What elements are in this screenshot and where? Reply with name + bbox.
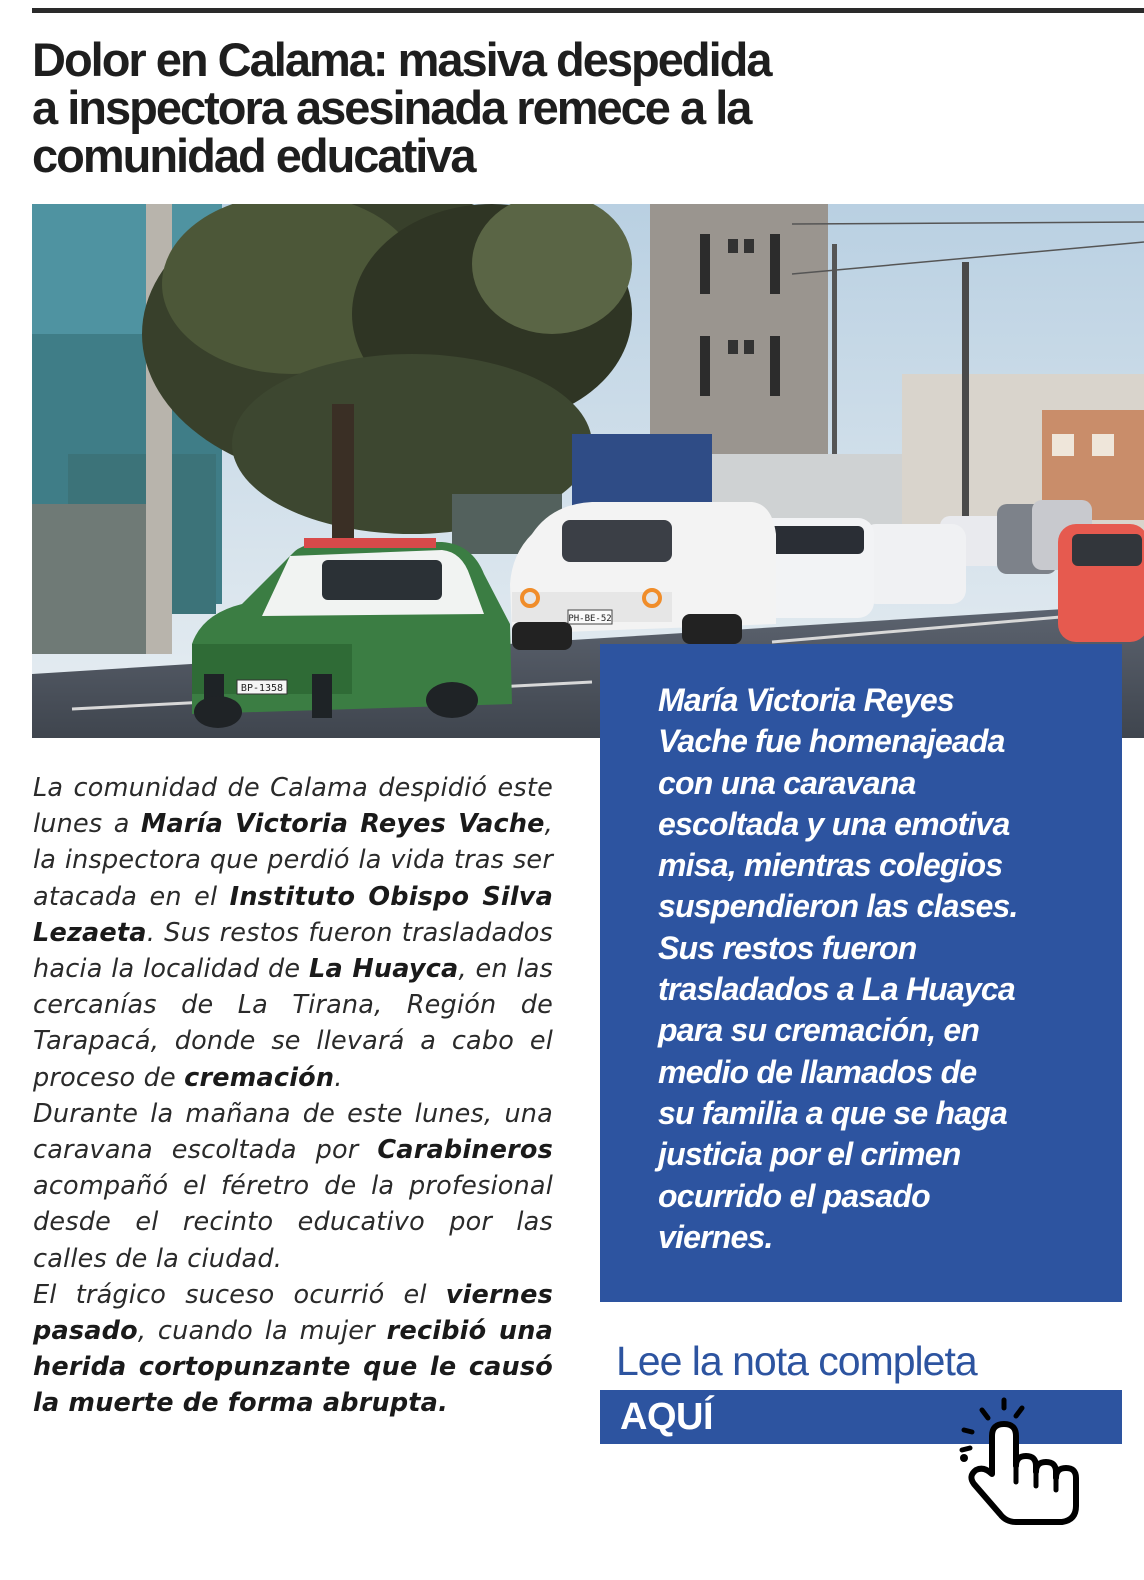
pull-quote-line: justicia por el crimen — [658, 1136, 961, 1173]
bold-run-7: cremación — [184, 1062, 335, 1093]
text-run-0: Durante la mañana de este lunes, una caravana escoltada por — [33, 1098, 553, 1166]
pull-quote-line: Sus restos fueron — [658, 929, 917, 966]
article-body — [33, 770, 553, 1422]
pull-quote-line: para su cremación, en — [658, 1012, 980, 1049]
pull-quote-line: suspendieron las clases. — [658, 888, 1018, 925]
pull-quote-line: con una caravana — [658, 764, 916, 801]
hearse-plate: PH-BE-52 — [568, 614, 612, 624]
pull-quote-line: María Victoria Reyes — [658, 682, 954, 718]
pull-quote-line: trasladados a La Huayca — [658, 971, 1015, 1008]
text-run-8: . — [334, 1062, 343, 1093]
top-rule — [32, 8, 1144, 13]
police-plate: BP-1358 — [240, 683, 284, 694]
bold-run-1: viernes pasado — [33, 1279, 553, 1347]
body-paragraph-2 — [33, 1096, 553, 1277]
bold-run-5: La Huayca — [309, 954, 459, 985]
pull-quote-line: ocurrido el pasado — [658, 1177, 930, 1214]
pull-quote-text — [658, 680, 1088, 1258]
text-run-2: acompañó el féretro de la profesional desde el recinto educativo por las calles de la ciudad. — [33, 1171, 553, 1274]
text-run-2: , la inspectora que perdió la vida tras ser atacada en el — [33, 809, 553, 912]
body-paragraph-3 — [33, 1277, 553, 1422]
headline-line-3: comunidad educativa — [32, 129, 475, 182]
bold-run-1: Carabineros — [377, 1135, 553, 1166]
bold-run-3: Instituto Obispo Silva Lezaeta — [33, 881, 553, 948]
text-run-2: , cuando la mujer — [137, 1316, 387, 1347]
pull-quote-line: viernes. — [658, 1218, 773, 1255]
pull-quote-line: medio de llamados de — [658, 1053, 977, 1090]
aqui-link-label: AQUÍ — [620, 1396, 713, 1438]
pull-quote-line: Vache fue homenajeada — [658, 723, 1005, 760]
read-more-label: Lee la nota completa — [616, 1338, 977, 1384]
headline-line-2: a inspectora asesinada remece a la — [32, 81, 751, 134]
hand-pointer-click-icon — [944, 1396, 1114, 1526]
pull-quote-line: su familia a que se haga — [658, 1094, 1007, 1131]
text-run-4: . Sus restos fueron trasladados hacia la localidad de — [33, 917, 553, 985]
headline-line-1: Dolor en Calama: masiva despedida — [32, 33, 771, 86]
pull-quote-line: misa, mientras colegios — [658, 847, 1003, 884]
text-run-0: El trágico suceso ocurrió el — [33, 1279, 446, 1310]
bold-run-1: María Victoria Reyes Vache — [140, 809, 545, 840]
pull-quote-line: escoltada y una emotiva — [658, 805, 1010, 842]
body-paragraph-1 — [33, 770, 553, 1096]
headline — [32, 33, 1032, 182]
text-run-6: , en las cercanías de La Tirana, Región de Tarapacá, donde se llevará a cabo el proceso de — [33, 954, 554, 1093]
text-run-0: La comunidad de Calama despidió este lunes a — [33, 773, 553, 840]
bold-run-3: recibió una herida cortopunzante que le causó la muerte de forma abrupta. — [33, 1316, 553, 1419]
